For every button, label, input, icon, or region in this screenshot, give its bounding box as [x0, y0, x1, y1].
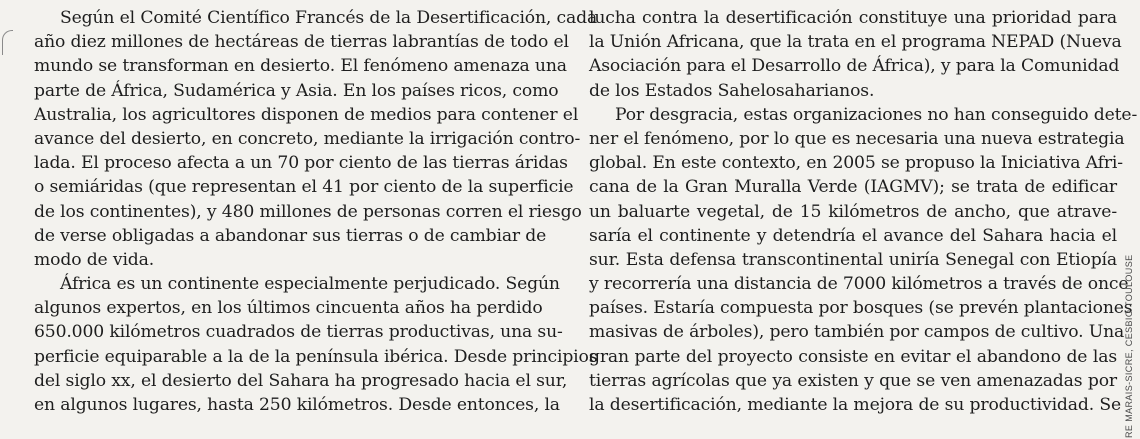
text-line: parte de África, Sudamérica y Asia. En los países ricos, como [34, 80, 559, 101]
text-line: la desertificación, mediante la mejora de su productividad. Se [589, 395, 1121, 415]
text-line: y recorrería una distancia de 7000 kilómetros a través de once [589, 274, 1129, 295]
text-line: mundo se transforman en desierto. El fenómeno amenaza una [34, 56, 567, 77]
text-line: lucha contra la desertificación constituye una prioridad para [589, 8, 1117, 28]
text-line: de los Estados Sahelosaharianos. [589, 80, 875, 101]
text-line: Según el Comité Científico Francés de la Desertificación, cada [60, 8, 598, 28]
text-line: África es un continente especialmente perjudicado. Según [60, 274, 560, 295]
photo-credit [1122, 254, 1136, 438]
text-line: cana de la Gran Muralla Verde (IAGMV); se trata de edificar [589, 177, 1117, 198]
text-line: algunos expertos, en los últimos cincuenta años ha perdido [34, 298, 543, 319]
text-line: 650.000 kilómetros cuadrados de tierras productivas, una su- [34, 322, 563, 343]
text-line: Australia, los agricultores disponen de medios para contener el [34, 104, 579, 125]
text-line: la Unión Africana, que la trata en el programa NEPAD (Nueva [589, 32, 1122, 53]
text-line: gran parte del proyecto consiste en evitar el abandono de las [589, 346, 1117, 367]
text-line: de verse obligadas a abandonar sus tierras o de cambiar de [34, 225, 547, 246]
text-line: avance del desierto, en concreto, mediante la irrigación contro- [34, 128, 581, 149]
text-line: países. Estaría compuesta por bosques (se prevén plantaciones [589, 298, 1133, 319]
article-column-left [34, 6, 598, 417]
text-line: Asociación para el Desarrollo de África), y para la Comunidad [589, 56, 1120, 77]
text-line: de los continentes), y 480 millones de personas corren el riesgo [34, 201, 582, 222]
text-line: lada. El proceso afecta a un 70 por ciento de las tierras áridas [34, 153, 568, 174]
text-line: masivas de árboles), pero también por campos de cultivo. Una [589, 322, 1125, 343]
text-line: Por desgracia, estas organizaciones no han conseguido dete- [615, 104, 1138, 125]
text-line: saría el continente y detendría el avance del Sahara hacia el [589, 225, 1117, 246]
text-line: perficie equiparable a la de la península ibérica. Desde principios [34, 346, 598, 367]
text-line: año diez millones de hectáreas de tierras labrantías de todo el [34, 32, 569, 53]
text-line: modo de vida. [34, 249, 155, 270]
text-line: en algunos lugares, hasta 250 kilómetros. Desde entonces, la [34, 395, 560, 415]
text-line: sur. Esta defensa transcontinental uniría Senegal con Etiopía [589, 249, 1117, 270]
text-line: ner el fenómeno, por lo que es necesaria una nueva estrategia [589, 128, 1125, 149]
text-line: o semiáridas (que representan el 41 por ciento de la superficie [34, 177, 574, 198]
text-line: tierras agrícolas que ya existen y que se ven amenazadas por [589, 370, 1117, 391]
text-line: del siglo xx, el desierto del Sahara ha progresado hacia el sur, [34, 370, 568, 391]
photo-credit-text: RE MARAIS-SICRE, CESBIO TOULOUSE [1124, 254, 1134, 438]
margin-pencil-mark [2, 30, 13, 55]
text-line: global. En este contexto, en 2005 se propuso la Iniciativa Afri- [589, 153, 1123, 174]
text-line: un baluarte vegetal, de 15 kilómetros de ancho, que atrave- [589, 201, 1117, 222]
